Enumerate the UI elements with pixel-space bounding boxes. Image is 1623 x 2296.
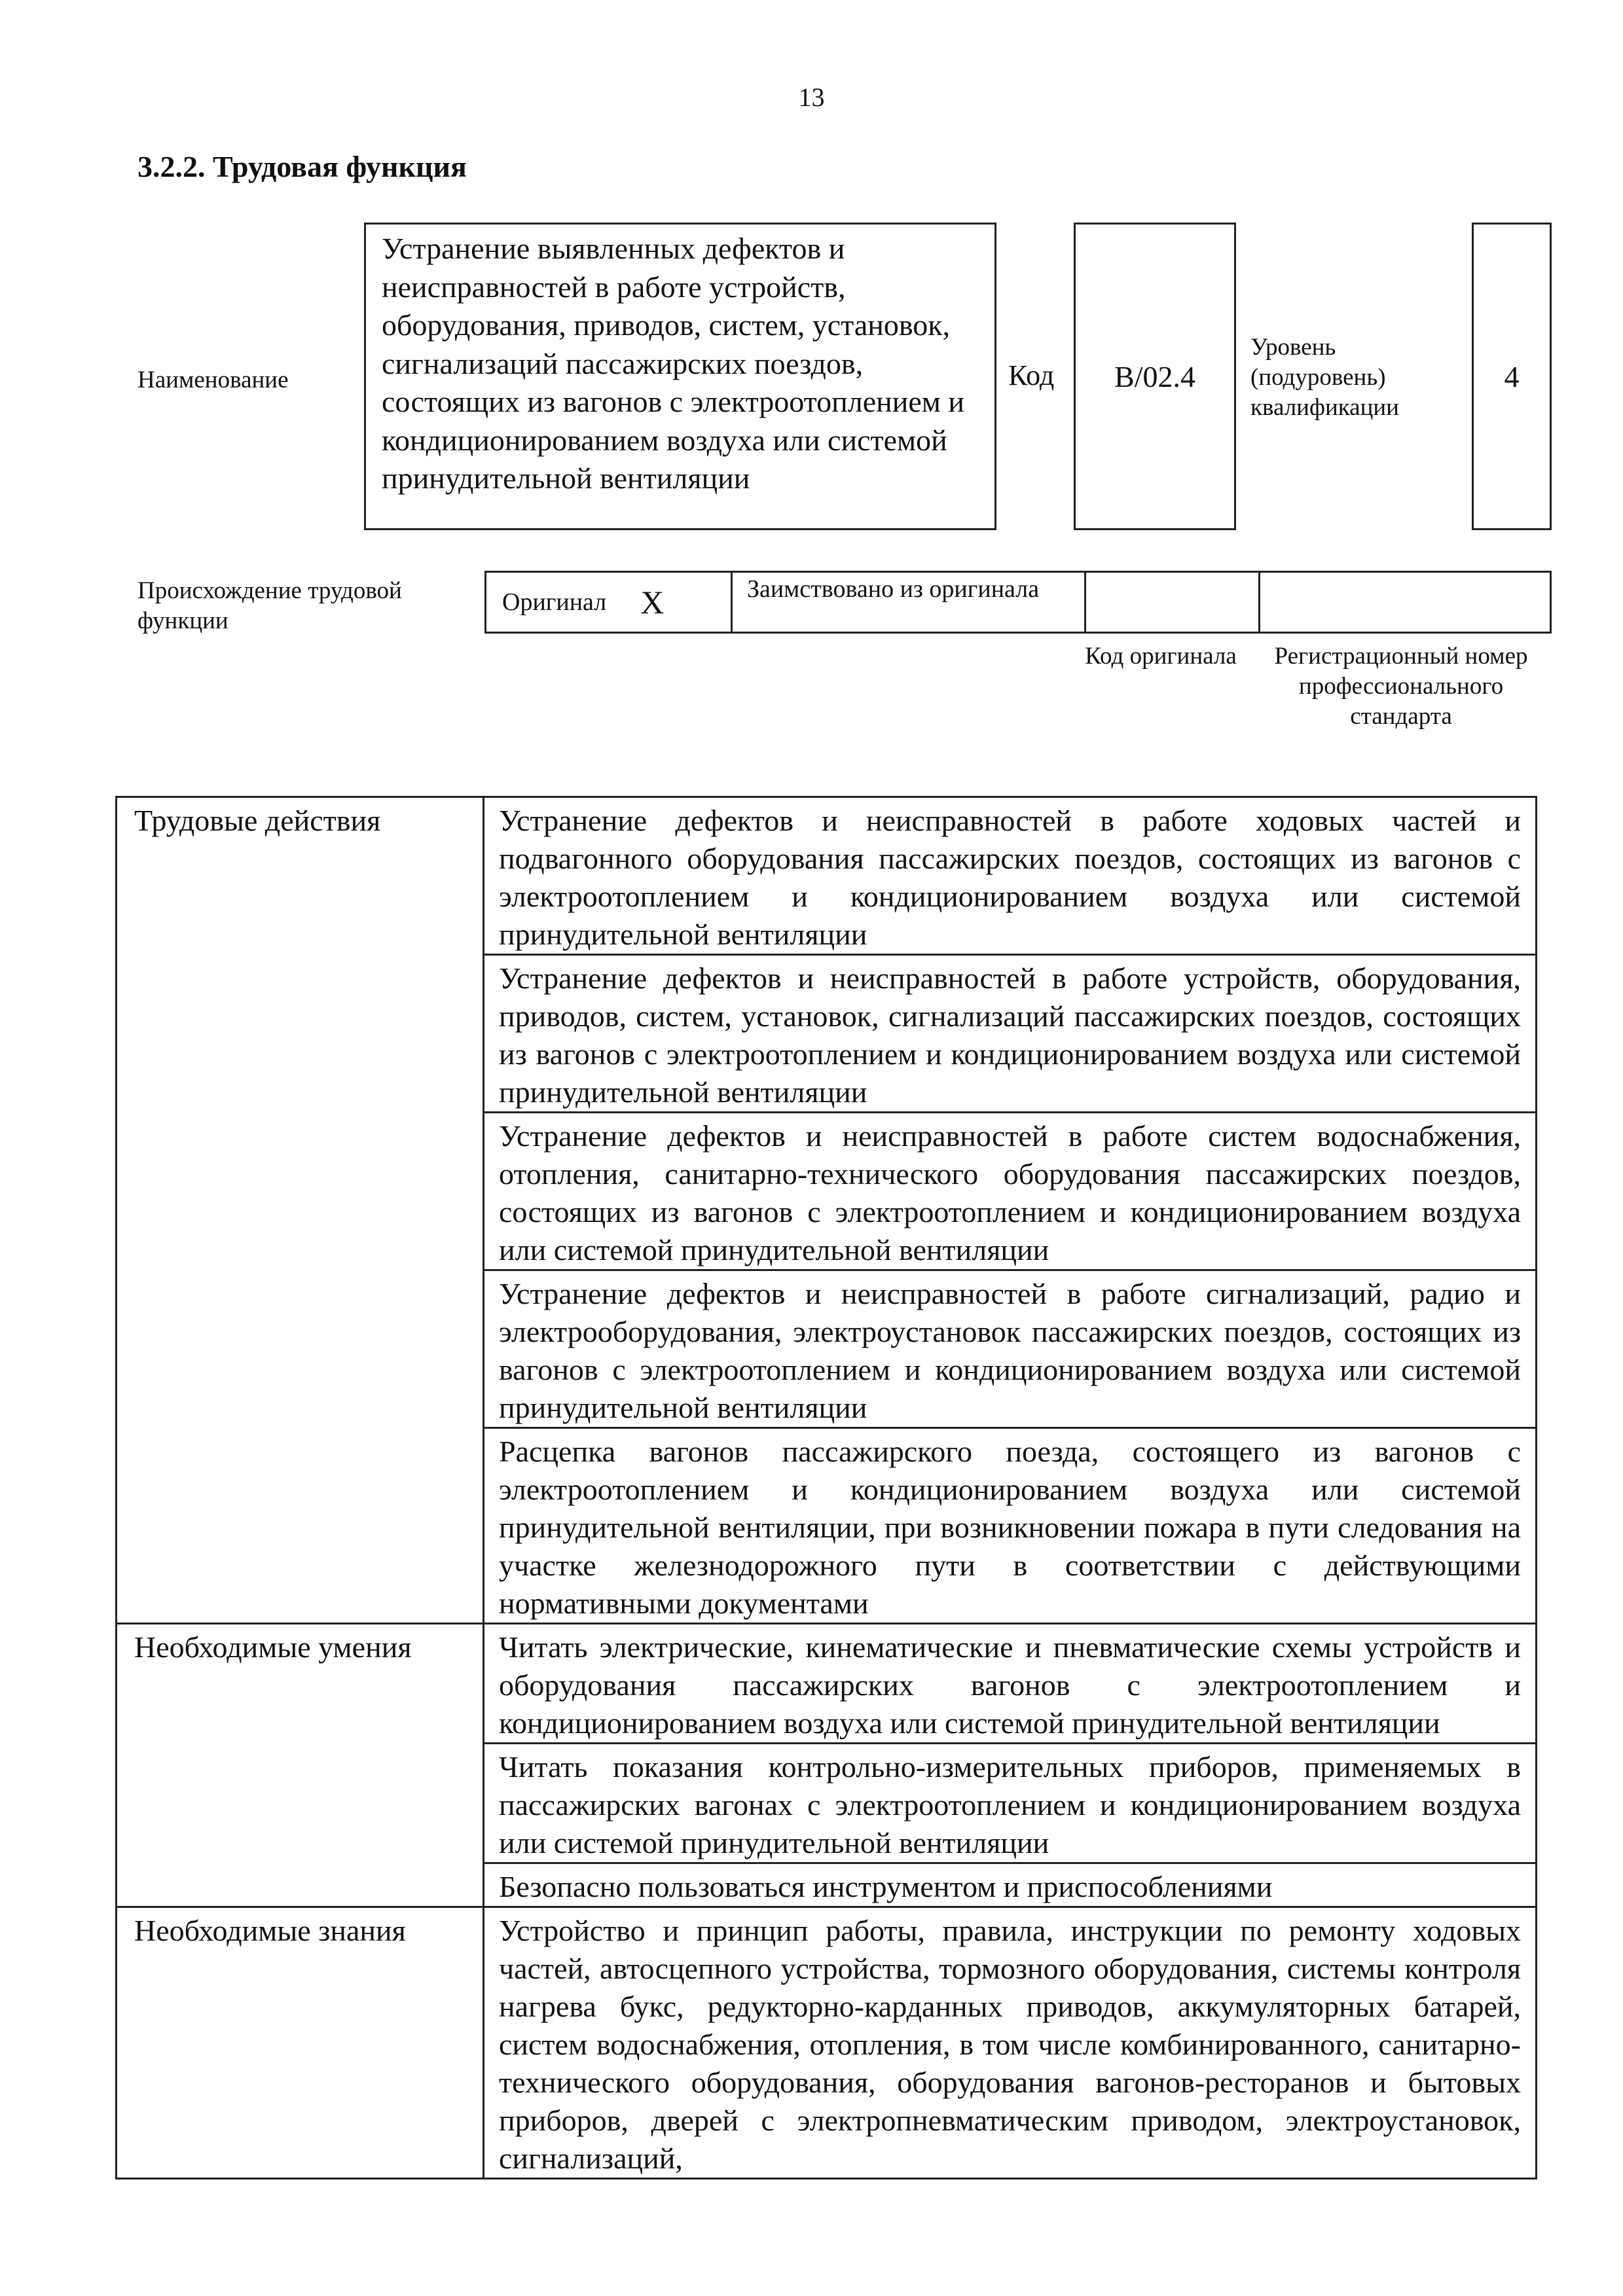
code-value: B/02.4 <box>1074 223 1236 530</box>
table-row <box>117 797 1537 955</box>
required-skills-label: Необходимые умения <box>117 1624 484 1907</box>
labor-action-item: Расцепка вагонов пассажирского поезда, состоящего из вагонов с электроотоплением и кондиционированием воздуха или системой принудительной вентиляции, при возникновении пожара в пути следования на участке железнодорожного пути в соответствии с действующими нормативными документами <box>484 1428 1537 1624</box>
labor-action-item: Устранение дефектов и неисправностей в работе устройств, оборудования, приводов, систем, установок, сигнализаций пассажирских поездов, состоящих из вагонов с электроотоплением и кондиционированием воздуха или системой принудительной вентиляции <box>484 955 1537 1113</box>
original-label: Оригинал <box>502 588 607 616</box>
required-knowledge-label: Необходимые знания <box>117 1907 484 2179</box>
function-name-value: Устранение выявленных дефектов и неисправностей в работе устройств, оборудования, приводов, систем, установок, сигнализаций пассажирских поездов, состоящих из вагонов с электроотоплением и кондиционированием воздуха или системой принудительной вентиляции <box>364 223 996 530</box>
borrowed-label: Заимствовано из оригинала <box>733 573 1086 632</box>
registration-number-cell <box>1260 573 1550 632</box>
qualification-level-value: 4 <box>1472 223 1552 530</box>
table-row <box>117 1907 1537 2179</box>
original-mark: X <box>640 584 665 620</box>
origin-label: Происхождение трудовой функции <box>137 577 402 634</box>
code-label: Код <box>1008 359 1055 391</box>
labor-actions-label: Трудовые действия <box>117 797 484 1624</box>
origin-original-cell <box>486 573 733 632</box>
registration-number-caption: Регистрационный номер профессионального стандарта <box>1274 643 1528 730</box>
code-original-caption: Код оригинала <box>1085 643 1237 670</box>
skill-item: Читать показания контрольно-измерительных приборов, применяемых в пассажирских вагонах с электроотоплением и кондиционированием воздуха или системой принудительной вентиляции <box>484 1744 1537 1863</box>
name-label: Наименование <box>137 367 289 393</box>
labor-action-item: Устранение дефектов и неисправностей в работе сигнализаций, радио и электрооборудования, электроустановок пассажирских поездов, состоящих из вагонов с электроотоплением и кондиционированием воздуха или системой принудительной вентиляции <box>484 1270 1537 1428</box>
skill-item: Безопасно пользоваться инструментом и приспособлениями <box>484 1863 1537 1907</box>
page-number: 13 <box>798 82 825 112</box>
origin-row <box>484 571 1552 634</box>
section-title: 3.2.2. Трудовая функция <box>137 150 467 183</box>
qualification-level-label: Уровень (подуровень) квалификации <box>1250 334 1399 421</box>
labor-action-item: Устранение дефектов и неисправностей в работе систем водоснабжения, отопления, санитарно-технического оборудования пассажирских поездов, состоящих из вагонов с электроотоплением и кондиционированием воздуха или системой принудительной вентиляции <box>484 1113 1537 1270</box>
original-code-cell <box>1086 573 1260 632</box>
knowledge-item: Устройство и принцип работы, правила, инструкции по ремонту ходовых частей, автосцепного устройства, тормозного оборудования, системы контроля нагрева букс, редукторно-карданных приводов, аккумуляторных батарей, систем водоснабжения, отопления, в том числе комбинированного, санитарно-технического оборудования, оборудования вагонов-ресторанов и бытовых приборов, дверей с электропневматическим приводом, электроустановок, сигнализаций, <box>484 1907 1537 2179</box>
function-details-table <box>115 796 1537 2179</box>
labor-action-item: Устранение дефектов и неисправностей в работе ходовых частей и подвагонного оборудования пассажирских поездов, состоящих из вагонов с электроотоплением и кондиционированием воздуха или системой принудительной вентиляции <box>484 797 1537 955</box>
skill-item: Читать электрические, кинематические и пневматические схемы устройств и оборудования пассажирских вагонов с электроотоплением и кондиционированием воздуха или системой принудительной вентиляции <box>484 1624 1537 1744</box>
table-row <box>117 1624 1537 1744</box>
